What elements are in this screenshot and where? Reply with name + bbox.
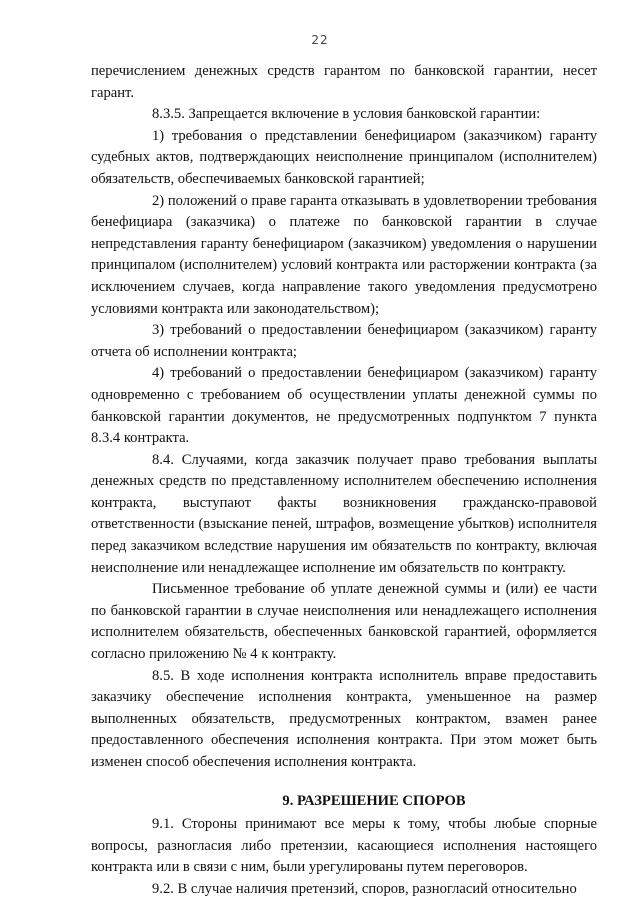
paragraph-8-4: 8.4. Случаями, когда заказчик получает право требования выплаты денежных средств по представленному исполнителем обеспечению исполнения контракта, выступают факты возникновения гражданско-правовой ответственности (взыскание пеней, штрафов, возмещение убытков) исполнителя перед заказчиком вследствие нарушения им обязательств по контракту, включая неисполнение или ненадлежащее исполнение им обязательств по контракту. xyxy=(91,451,597,576)
section-heading: 9. РАЗРЕШЕНИЕ СПОРОВ xyxy=(282,792,466,809)
paragraph-8-5: 8.5. В ходе исполнения контракта исполнитель вправе предоставить заказчику обеспечение исполнения контракта, уменьшенное на размер выполненных обязательств, предусмотренных контрактом, взамен ранее предоставленного обеспечения исполнения контракта. При этом может быть изменен способ обеспечения исполнения контракта. xyxy=(91,667,597,770)
page-number: 22 xyxy=(311,33,329,47)
paragraph-9-1: 9.1. Стороны принимают все меры к тому, чтобы любые спорные вопросы, разногласия либо претензии, касающиеся исполнения настоящего контракта или в связи с ним, были урегулированы путем переговоров. xyxy=(91,816,597,876)
paragraph-item-2: 2) положений о праве гаранта отказывать в удовлетворении требования бенефициара (заказчика) о платеже по банковской гарантии в случае непредставления гаранту бенефициаром (заказчиком) уведомления о нарушении принципалом (исполнителем) условий контракта или расторжении контракта (за исключением случаев, когда направление такого уведомления предусмотрено условиями контракта или законодательством); xyxy=(91,192,597,317)
paragraph-item-4: 4) требований о предоставлении бенефициаром (заказчиком) гаранту одновременно с требованием об осуществлении уплаты денежной суммы по банковской гарантии документов, не предусмотренных подпунктом 7 пункта 8.3.4 контракта. xyxy=(91,365,597,447)
paragraph-item-1: 1) требования о представлении бенефициаром (заказчиком) гаранту судебных актов, подтверждающих неисполнение принципалом (исполнителем) обязательств, обеспечиваемых банковской гарантией; xyxy=(91,127,597,187)
paragraph-8-3-5: 8.3.5. Запрещается включение в условия банковской гарантии: xyxy=(152,106,541,123)
paragraph-written-demand: Письменное требование об уплате денежной суммы и (или) ее части по банковской гарантии в случае неисполнения или ненадлежащего исполнения исполнителем обязательств, обеспеченных банковской гарантией, оформляется согласно приложению № 4 к контракту. xyxy=(91,581,597,663)
paragraph-continuation: перечислением денежных средств гарантом по банковской гарантии, несет гарант. xyxy=(91,63,597,101)
document-body xyxy=(91,61,597,901)
paragraph-9-2: 9.2. В случае наличия претензий, споров, разногласий относительно xyxy=(152,880,577,897)
paragraph-item-3: 3) требований о предоставлении бенефициаром (заказчиком) гаранту отчета об исполнении контракта; xyxy=(91,322,597,360)
